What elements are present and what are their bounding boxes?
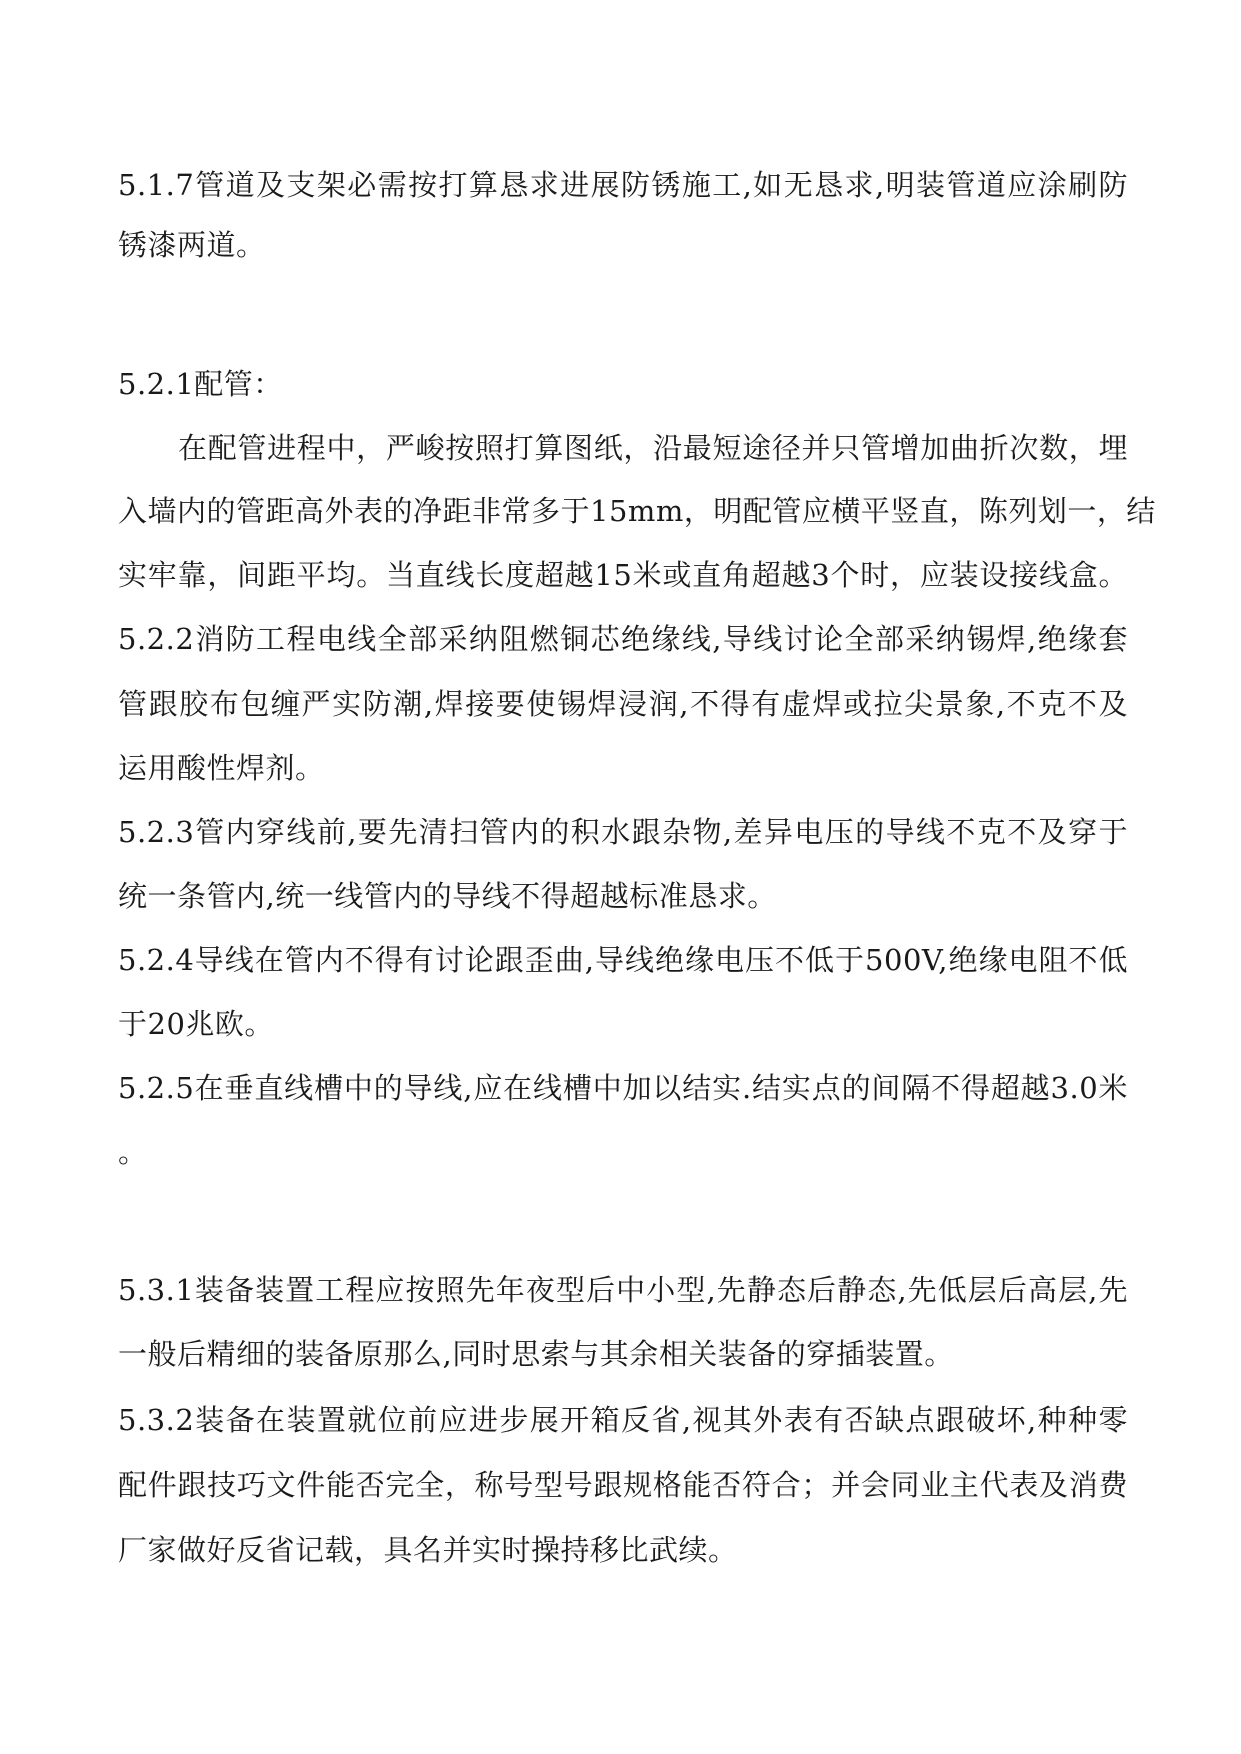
paragraph-5-2-2-line-3: 运用酸性焊剂。 bbox=[118, 751, 325, 785]
paragraph-5-3-1-line-1: 5.3.1装备装置工程应按照先年夜型后中小型,先静态后静态,先低层后高层,先 bbox=[118, 1273, 1128, 1307]
heading-5-2-1: 5.2.1配管： bbox=[118, 367, 283, 401]
paragraph-5-2-4-line-2: 于20兆欧。 bbox=[118, 1007, 274, 1041]
paragraph-5-2-1-line-3: 实牢靠，间距平均。当直线长度超越15米或直角超越3个时，应装设接线盒。 bbox=[118, 558, 1128, 592]
paragraph-5-3-1-line-2: 一般后精细的装备原那么,同时思索与其余相关装备的穿插装置。 bbox=[118, 1337, 954, 1371]
paragraph-5-2-2-line-1: 5.2.2消防工程电线全部采纳阻燃铜芯绝缘线,导线讨论全部采纳锡焊,绝缘套 bbox=[118, 622, 1128, 656]
paragraph-5-2-5-line-1: 5.2.5在垂直线槽中的导线,应在线槽中加以结实.结实点的间隔不得超越3.0米 bbox=[118, 1071, 1128, 1105]
paragraph-5-2-2-line-2: 管跟胶布包缠严实防潮,焊接要使锡焊浸润,不得有虚焊或拉尖景象,不克不及 bbox=[118, 687, 1128, 721]
paragraph-5-2-3-line-1: 5.2.3管内穿线前,要先清扫管内的积水跟杂物,差异电压的导线不克不及穿于 bbox=[118, 815, 1128, 849]
paragraph-5-2-1-line-1: 在配管进程中，严峻按照打算图纸，沿最短途径并只管增加曲折次数，埋 bbox=[178, 431, 1128, 465]
paragraph-5-3-2-line-1: 5.3.2装备在装置就位前应进步展开箱反省,视其外表有否缺点跟破坏,种种零 bbox=[118, 1403, 1128, 1437]
paragraph-5-2-1-line-2: 入墙内的管距高外表的净距非常多于15mm，明配管应横平竖直，陈列划一，结 bbox=[118, 494, 1156, 528]
paragraph-5-2-4-line-1: 5.2.4导线在管内不得有讨论跟歪曲,导线绝缘电压不低于500V,绝缘电阻不低 bbox=[118, 943, 1128, 977]
paragraph-5-1-7-line-2: 锈漆两道。 bbox=[118, 228, 266, 262]
paragraph-5-2-3-line-2: 统一条管内,统一线管内的导线不得超越标准恳求。 bbox=[118, 879, 777, 913]
paragraph-5-1-7-line-1: 5.1.7管道及支架必需按打算恳求进展防锈施工,如无恳求,明装管道应涂刷防 bbox=[118, 168, 1128, 202]
paragraph-5-2-5-line-2: 。 bbox=[118, 1135, 148, 1169]
paragraph-5-3-2-line-3: 厂家做好反省记载，具名并实时操持移比武续。 bbox=[118, 1533, 738, 1567]
paragraph-5-3-2-line-2: 配件跟技巧文件能否完全，称号型号跟规格能否符合；并会同业主代表及消费 bbox=[118, 1468, 1128, 1502]
